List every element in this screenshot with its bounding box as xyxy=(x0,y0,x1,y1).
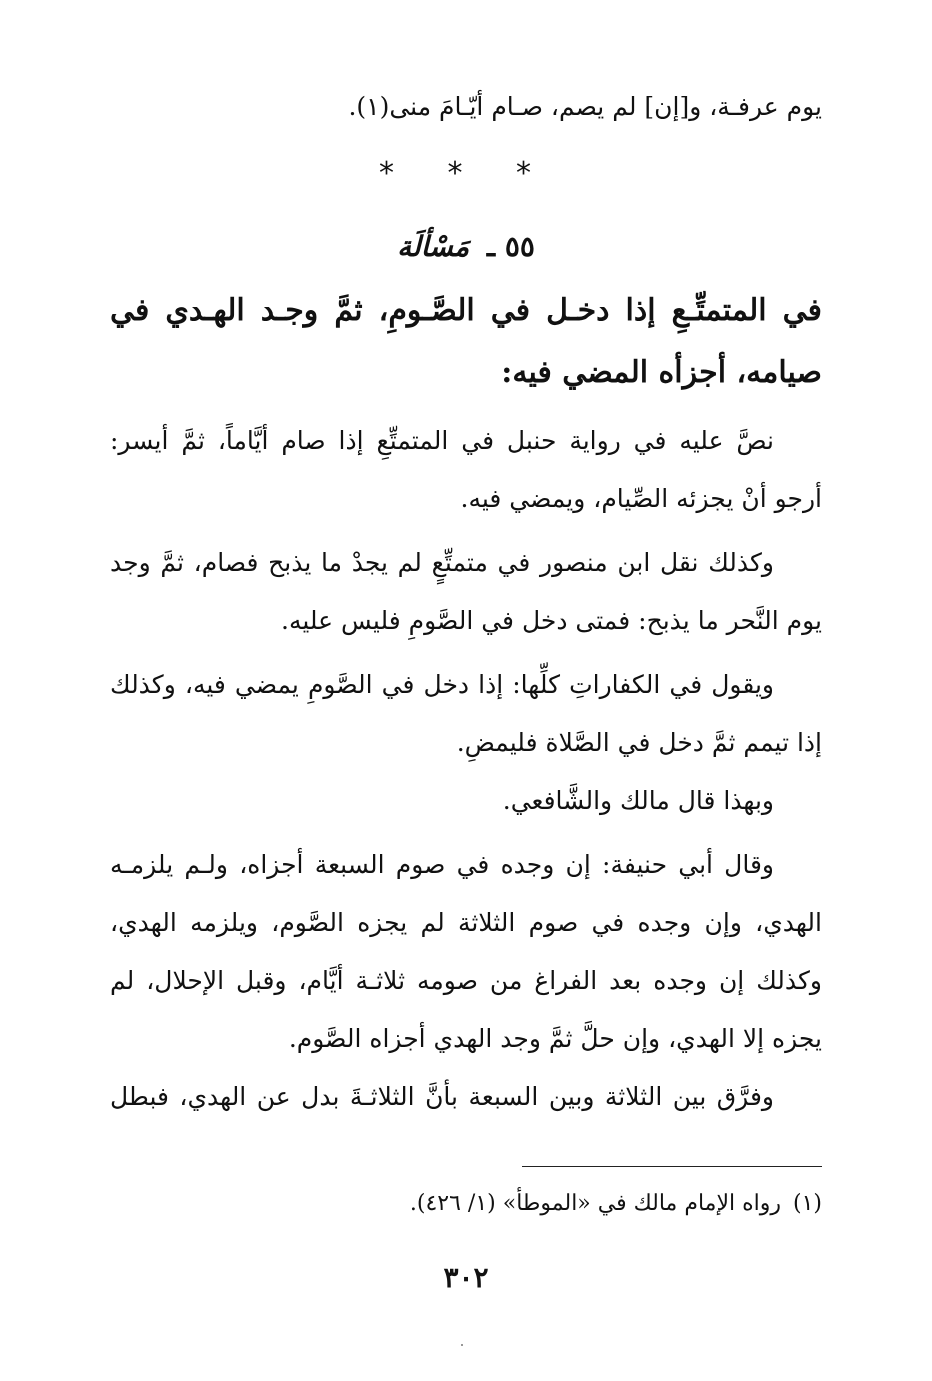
paragraph-line: وفرَّق بين الثلاثة وبين السبعة بأنَّ الثلاثـةَ بدل عن الهدي، فبطل xyxy=(110,1082,774,1111)
paragraph-line: إذا تيمم ثمَّ دخل في الصَّلاة فليمضِ. xyxy=(456,728,822,757)
page-body xyxy=(110,78,822,1126)
paragraph-line: وكذلك إن وجده بعد الفراغ من صومه ثلاثـة أيَّام، وقبل الإحلال، لم xyxy=(110,966,822,995)
paragraph-4 xyxy=(110,772,822,830)
heading-line-2: صيامه، أجزأه المضي فيه: xyxy=(501,355,822,390)
paragraph-1 xyxy=(110,412,822,528)
section-heading xyxy=(110,280,822,404)
paragraph-line: يوم النَّحر ما يذبح: فمتى دخل في الصَّومِ فليس عليه. xyxy=(281,606,822,635)
paragraph-line: وكذلك نقل ابن منصور في متمتِّعٍ لم يجدْ ما يذبح فصام، ثمَّ وجد xyxy=(110,548,774,577)
paragraph-line: الهدي، وإن وجده في صوم الثلاثة لم يجزه الصَّوم، ويلزمه الهدي، xyxy=(110,908,822,937)
section-header xyxy=(110,216,822,278)
paragraph-line: أرجو أنْ يجزئه الصِّيام، ويمضي فيه. xyxy=(460,484,822,513)
section-word: مَسْألَة xyxy=(397,230,470,263)
heading-line-1: في المتمتِّـعِ إذا دخـل في الصَّـومِ، ثمَّ وجـد الهـدي في xyxy=(110,293,822,328)
paragraph-6 xyxy=(110,1068,822,1126)
section-number: ٥٥ ـ xyxy=(486,230,535,263)
paragraph-line: ويقول في الكفاراتِ كلِّها: إذا دخل في الصَّومِ يمضي فيه، وكذلك xyxy=(110,670,774,699)
paragraph-line: يجزه إلا الهدي، وإن حلَّ ثمَّ وجد الهدي أجزاه الصَّوم. xyxy=(288,1024,822,1053)
paragraph-line: وقال أبي حنيفة: إن وجده في صوم السبعة أجزاه، ولـم يلزمـه xyxy=(110,850,774,879)
page-number: ٣٠٢ xyxy=(443,1261,489,1294)
paragraph-line: وبهذا قال مالك والشَّافعي. xyxy=(502,786,774,815)
footnote-text: رواه الإمام مالك في «الموطأ» (١/ ٤٢٦). xyxy=(409,1191,781,1216)
paragraph-line: نصَّ عليه في رواية حنبل في المتمتِّعِ إذا صام أيَّاماً، ثمَّ أيسر: xyxy=(110,426,774,455)
footnote xyxy=(110,1186,822,1222)
footnote-divider xyxy=(522,1166,822,1167)
paragraph-5 xyxy=(110,836,822,1068)
paragraph-2 xyxy=(110,534,822,650)
footnote-number: (١) xyxy=(792,1191,822,1216)
section-separator: * * * xyxy=(378,156,554,191)
opening-line: يوم عرفـة، و[إن] لم يصم، صـام أيّـامَ منى(١). xyxy=(348,92,822,121)
paragraph-3 xyxy=(110,656,822,772)
scan-speck xyxy=(461,1344,463,1346)
